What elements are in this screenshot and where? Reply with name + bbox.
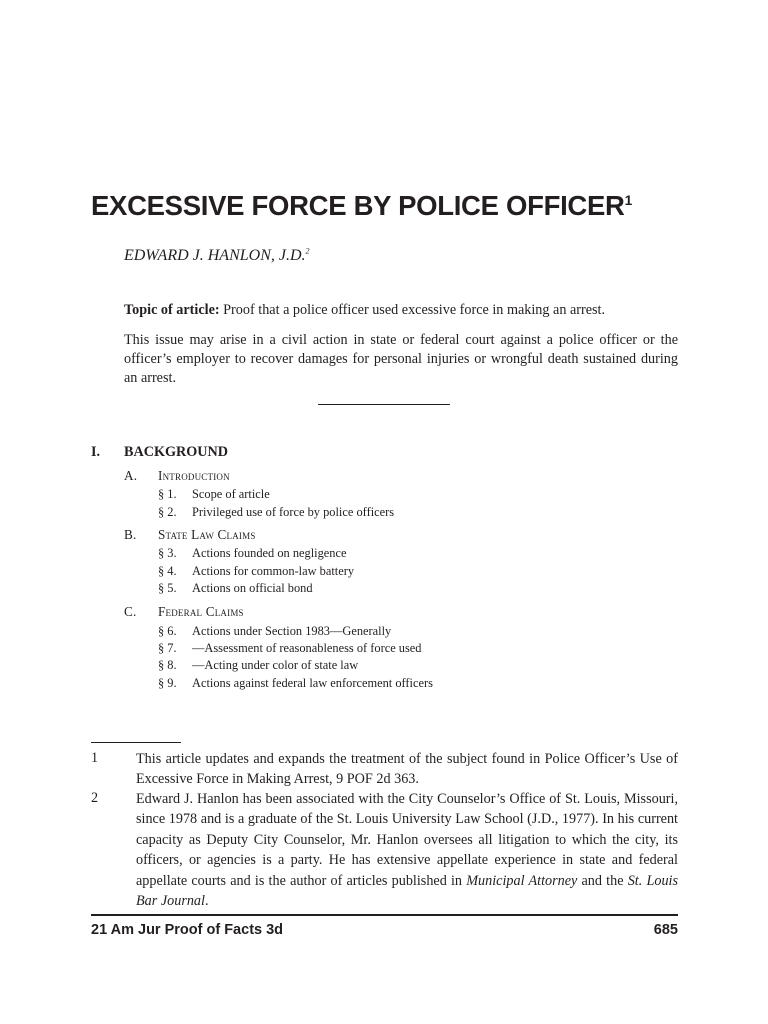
footnote-2-text: .	[204, 893, 209, 910]
toc-item-number: § 7.	[158, 641, 177, 655]
toc-item-number: § 5.	[158, 581, 177, 595]
toc-section-numeral: I.	[91, 444, 101, 460]
toc-item-number: § 9.	[158, 676, 177, 690]
toc-item[interactable]: Privileged use of force by police officers	[192, 505, 395, 519]
toc-item[interactable]: —Acting under color of state law	[192, 658, 359, 672]
page-number: 685	[653, 922, 678, 938]
toc-subsection-letter: C.	[124, 604, 137, 619]
toc-item-number: § 8.	[158, 658, 177, 672]
topic-paragraph	[124, 301, 678, 320]
toc-subsection-title[interactable]: Introduction	[158, 468, 230, 483]
footnote-number: 1	[91, 750, 99, 766]
author-name: EDWARD J. HANLON, J.D.	[124, 247, 306, 264]
toc-item[interactable]: Scope of article	[192, 487, 270, 501]
toc-item[interactable]: Actions under Section 1983—Generally	[192, 624, 392, 638]
toc-item-number: § 1.	[158, 487, 177, 501]
running-footer-source: 21 Am Jur Proof of Facts 3d	[91, 922, 284, 938]
article-title-text: EXCESSIVE FORCE BY POLICE OFFICER	[91, 190, 625, 221]
publication-title: St. Louis Bar Journal	[136, 872, 679, 910]
toc-subsection-letter: A.	[124, 468, 138, 483]
topic-label: Topic of article:	[124, 302, 220, 318]
footnote-2	[136, 789, 678, 911]
footnote-divider	[91, 742, 181, 743]
title-footnote-ref[interactable]: 1	[624, 192, 632, 208]
toc-item-number: § 2.	[158, 505, 177, 519]
issue-paragraph: This issue may arise in a civil action in state or federal court against a police officer or the officer’s employer to recover damages for personal injuries or wrongful death sustained during an arrest.	[124, 332, 678, 386]
toc-item[interactable]: —Assessment of reasonableness of force used	[192, 641, 422, 655]
topic-text: Proof that a police officer used excessive force in making an arrest.	[219, 302, 606, 318]
toc-item[interactable]: Actions on official bond	[192, 581, 313, 595]
toc-item[interactable]: Actions against federal law enforcement officers	[192, 676, 433, 690]
toc-item[interactable]: Actions for common-law battery	[192, 564, 355, 578]
section-divider	[318, 404, 450, 405]
toc-section-title[interactable]: BACKGROUND	[124, 444, 229, 460]
author-line	[124, 247, 310, 265]
toc-subsection-title[interactable]: State Law Claims	[158, 527, 256, 542]
article-title	[91, 190, 632, 222]
toc-item-number: § 3.	[158, 546, 177, 560]
toc-subsection-title[interactable]: Federal Claims	[158, 604, 244, 619]
footnote-1: This article updates and expands the treatment of the subject found in Police Officer’s Use of Excessive Force in Making Arrest, 9 POF 2d 363.	[136, 751, 678, 788]
footnote-2-text: and the	[577, 872, 628, 889]
toc-item-number: § 4.	[158, 564, 177, 578]
toc-item-number: § 6.	[158, 624, 177, 638]
toc-item[interactable]: Actions founded on negligence	[192, 546, 347, 560]
footer-divider	[91, 914, 678, 916]
publication-title: Municipal Attorney	[466, 872, 578, 889]
footnote-number: 2	[91, 790, 99, 806]
footnote-2-text: Edward J. Hanlon has been associated with the City Counselor’s Office of St. Louis, Missouri, since 1978 and is a graduate of the St. Louis University Law School (J.D., 1977). In his current capacity as Deputy City Counselor, Mr. Hanlon oversees all litigation to which the city, its officers, or agencies is a party. He has extensive appellate experience in state and federal appellate courts and is the author of articles published in	[136, 791, 678, 889]
author-footnote-ref[interactable]: 2	[305, 246, 310, 256]
toc-subsection-letter: B.	[124, 527, 137, 542]
